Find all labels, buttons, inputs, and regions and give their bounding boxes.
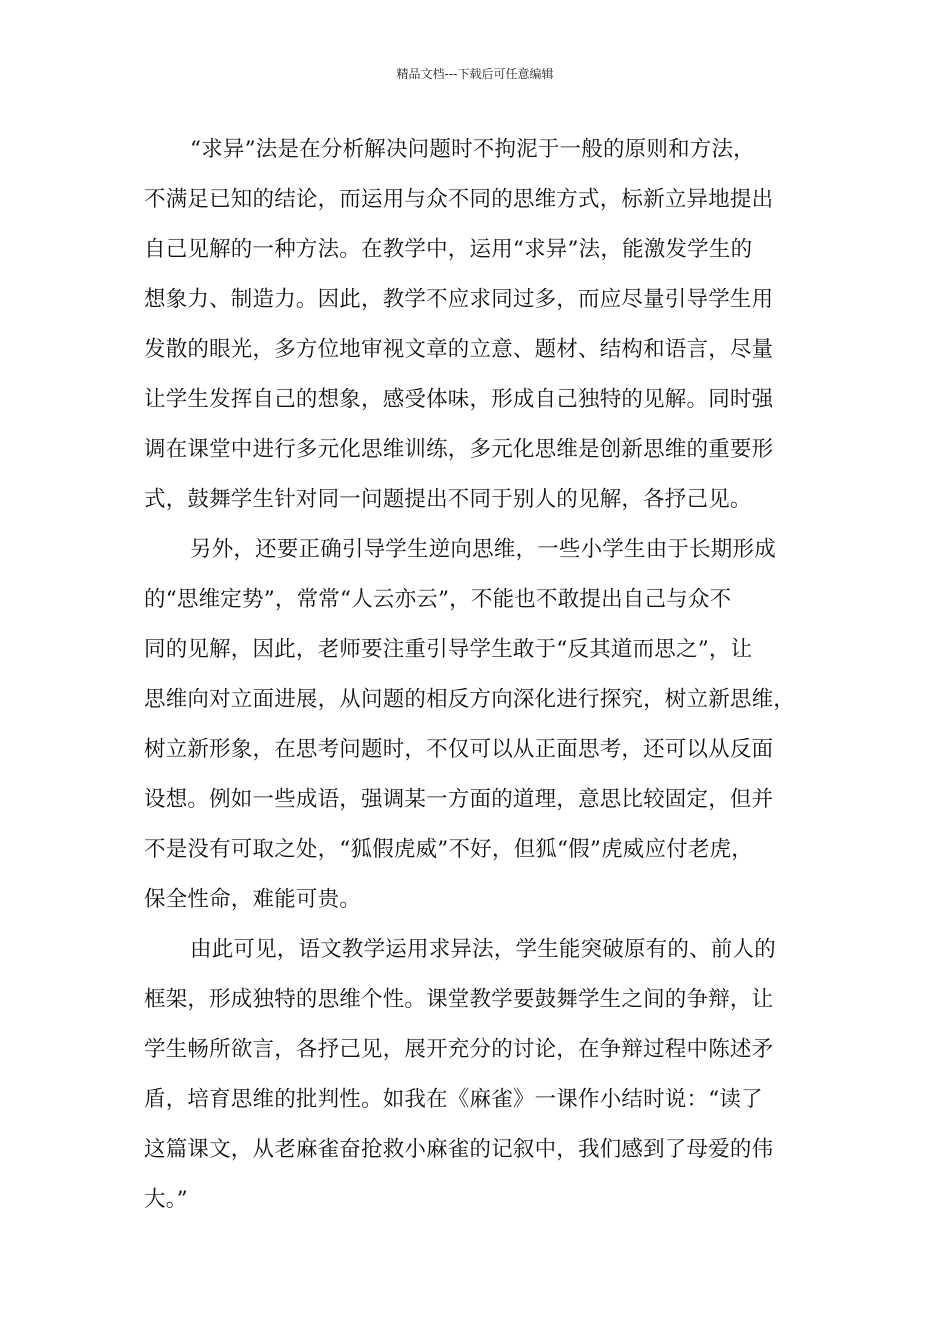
paragraph-3-line-4: 盾，培育思维的批判性。如我在《麻雀》一课作小结时说：“读了: [144, 1087, 763, 1112]
paragraph-1-line-6: 让学生发挥自己的想象，感受体味，形成自己独特的见解。同时强: [144, 387, 774, 412]
paragraph-1-line-2: 不满足已知的结论，而运用与众不同的思维方式，标新立异地提出: [144, 187, 774, 212]
paragraph-3-line-2: 框架，形成独特的思维个性。课堂教学要鼓舞学生之间的争辩，让: [144, 987, 774, 1012]
paragraph-1-line-1: “求异”法是在分析解决问题时不拘泥于一般的原则和方法，: [190, 137, 755, 162]
paragraph-1-line-8: 式，鼓舞学生针对同一问题提出不同于别人的见解，各抒己见。: [144, 487, 752, 512]
paragraph-2-line-2: 的“思维定势”，常常“人云亦云”，不能也不敢提出自己与众不: [144, 587, 732, 612]
paragraph-2-line-4: 思维向对立面进展，从问题的相反方向深化进行探究，树立新思维，: [144, 687, 796, 712]
paragraph-1-line-4: 想象力、制造力。因此，教学不应求同过多，而应尽量引导学生用: [144, 287, 774, 312]
paragraph-2-line-6: 设想。例如一些成语，强调某一方面的道理，意思比较固定，但并: [144, 787, 774, 812]
paragraph-3-line-3: 学生畅所欲言，各抒己见，展开充分的讨论，在争辩过程中陈述矛: [144, 1037, 774, 1062]
paragraph-2-line-1: 另外，还要正确引导学生逆向思维，一些小学生由于长期形成: [190, 537, 776, 562]
paragraph-2-line-3: 同的见解，因此，老师要注重引导学生敢于“反其道而思之”，让: [144, 637, 753, 662]
paragraph-2-line-8: 保全性命，难能可贵。: [144, 887, 362, 912]
paragraph-3-line-5: 这篇课文，从老麻雀奋抢救小麻雀的记叙中，我们感到了母爱的伟: [144, 1137, 774, 1162]
paragraph-1-line-5: 发散的眼光，多方位地审视文章的立意、题材、结构和语言，尽量: [144, 337, 774, 362]
paragraph-3-line-6: 大。”: [144, 1187, 188, 1212]
paragraph-2-line-5: 树立新形象，在思考问题时，不仅可以从正面思考，还可以从反面: [144, 737, 774, 762]
page-header: 精品文档---下载后可任意编辑: [396, 67, 554, 81]
paragraph-2-line-7: 不是没有可取之处，“狐假虎威”不好，但狐“假”虎威应付老虎，: [144, 837, 753, 862]
paragraph-1-line-3: 自己见解的一种方法。在教学中，运用“求异”法，能激发学生的: [144, 237, 753, 262]
paragraph-1-line-7: 调在课堂中进行多元化思维训练，多元化思维是创新思维的重要形: [144, 437, 774, 462]
paragraph-3-line-1: 由此可见，语文教学运用求异法，学生能突破原有的、前人的: [190, 937, 776, 962]
